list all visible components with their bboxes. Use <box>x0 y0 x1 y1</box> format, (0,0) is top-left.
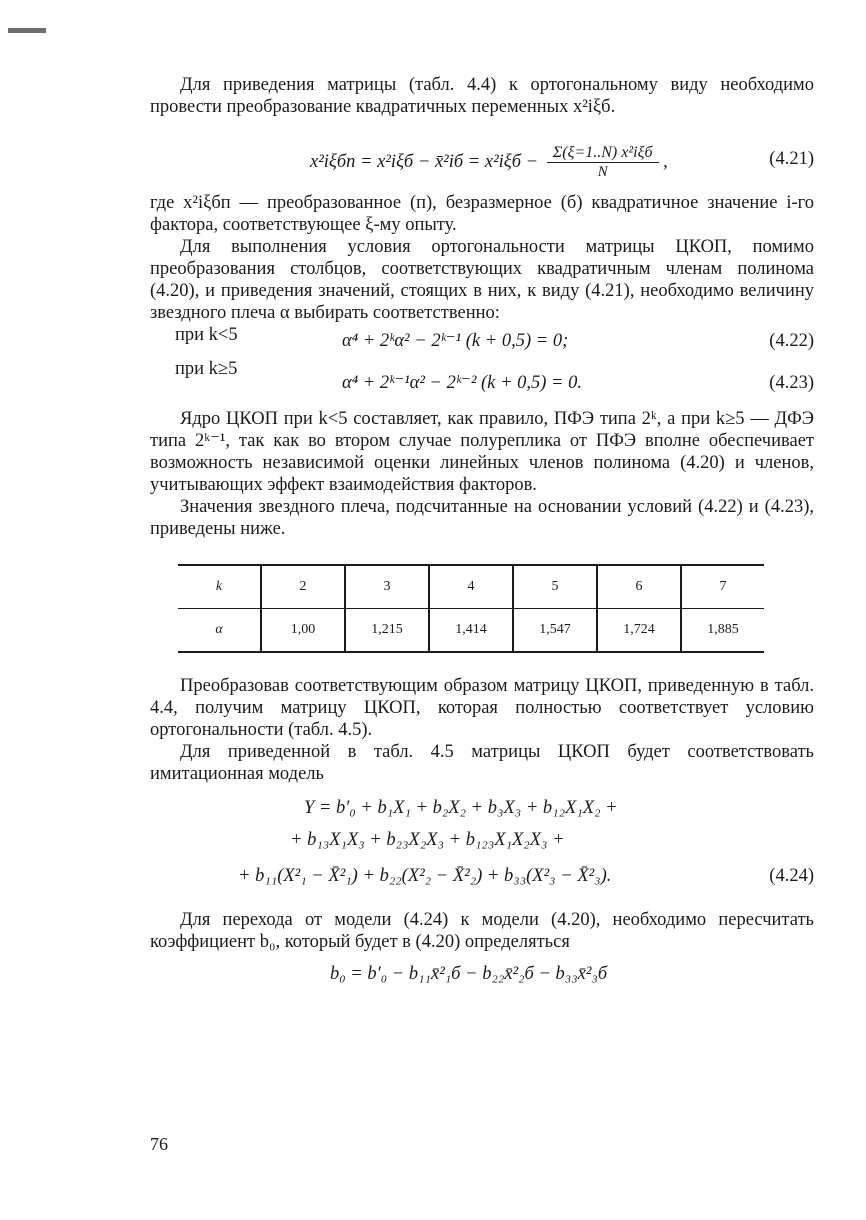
model-line-2: + b₁₃X₁X₃ + b₂₃X₂X₃ + b₁₂₃X₁X₂X₃ + <box>290 830 565 850</box>
page-content <box>150 74 814 985</box>
paragraph-5: Значения звездного плеча, подсчитанные на основании условий (4.22) и (4.23), приведены ниже. <box>150 497 814 539</box>
paragraph-1: Для приведения матрицы (табл. 4.4) к ортогональному виду необходимо провести преобразование квадратичных переменных x²iξб. <box>150 75 814 117</box>
equation-4-21-lhs: x²iξбп = x²iξб − x̄²iб = x²iξб − <box>310 151 539 172</box>
condition-k-ge-5 <box>150 358 814 392</box>
table-cell: 1,00 <box>261 609 345 653</box>
equation-4-21-fraction <box>547 144 659 181</box>
model-line-1: Y = b′₀ + b₁X₁ + b₂X₂ + b₃X₃ + b₁₂X₁X₂ + <box>304 798 618 818</box>
table-cell: 3 <box>345 565 429 609</box>
table-cell: 1,724 <box>597 609 681 653</box>
page-number: 76 <box>150 1134 168 1154</box>
table-row-alpha <box>178 609 764 653</box>
alpha-table <box>178 564 764 653</box>
table-cell: 1,885 <box>681 609 764 653</box>
paragraph-6: Преобразовав соответствующим образом матрицу ЦКОП, приведенную в табл. 4.4, получим матрицу ЦКОП, которая полностью соответствует условию ортогональности (табл. 4.5). <box>150 676 814 740</box>
paragraph-8: Для перехода от модели (4.24) к модели (4.20), необходимо пересчитать коэффициент b₀, который будет в (4.20) определяться <box>150 910 814 952</box>
equation-4-23-number: (4.23) <box>769 373 814 393</box>
paragraph-2: где x²iξбп — преобразованное (п), безразмерное (б) квадратичное значение i-го фактора, соответствующее ξ-му опыту. <box>150 193 814 235</box>
model-line-3: + b₁₁(X²₁ − X̄²₁) + b₂₂(X²₂ − X̄²₂) + b₃₃(X²₃ − X̄²₃). <box>238 866 612 886</box>
table-row-label: k <box>178 565 261 609</box>
table-cell: 1,215 <box>345 609 429 653</box>
condition-2-label: при k≥5 <box>175 359 238 379</box>
table-cell: 4 <box>429 565 513 609</box>
equation-4-24-number: (4.24) <box>769 866 814 886</box>
equation-4-23: α⁴ + 2ᵏ⁻¹α² − 2ᵏ⁻² (k + 0,5) = 0. <box>342 373 583 393</box>
table-cell: 1,414 <box>429 609 513 653</box>
equation-4-21-numerator: Σ(ξ=1..N) x²iξб <box>547 144 659 163</box>
final-equation: b₀ = b′₀ − b₁₁x̄²₁б − b₂₂x̄²₂б − b₃₃x̄²₃б <box>330 964 608 984</box>
table-cell: 7 <box>681 565 764 609</box>
condition-k-less-5 <box>150 324 814 350</box>
equation-4-22: α⁴ + 2ᵏα² − 2ᵏ⁻¹ (k + 0,5) = 0; <box>342 331 569 351</box>
equation-4-24 <box>150 793 814 901</box>
table-row-k <box>178 565 764 609</box>
paragraph-7: Для приведенной в табл. 4.5 матрицы ЦКОП будет соответствовать имитационная модель <box>150 742 814 784</box>
table-cell: 2 <box>261 565 345 609</box>
equation-4-21-number: (4.21) <box>769 149 814 169</box>
scan-edge-mark <box>8 28 46 33</box>
paragraph-3: Для выполнения условия ортогональности матрицы ЦКОП, помимо преобразования столбцов, соответствующих квадратичным членам полинома (4.20), и приведения значений, стоящих в них, к виду (4.21), необходимо величину звездного плеча α выбирать соответственно: <box>150 237 814 323</box>
paragraph-4: Ядро ЦКОП при k<5 составляет, как правило, ПФЭ типа 2ᵏ, а при k≥5 — ДФЭ типа 2ᵏ⁻¹, так как во втором случае полуреплика от ПФЭ вполне обеспечивает возможность независимой оценки линейных членов полинома (4.20) и членов, учитывающих эффект взаимодействия факторов. <box>150 409 814 495</box>
table-row-label: α <box>178 609 261 653</box>
equation-4-21-denominator: N <box>597 164 608 180</box>
table-cell: 1,547 <box>513 609 597 653</box>
table-cell: 5 <box>513 565 597 609</box>
condition-1-label: при k<5 <box>175 325 238 345</box>
table-cell: 6 <box>597 565 681 609</box>
equation-4-22-number: (4.22) <box>769 331 814 351</box>
equation-4-21: x²iξбп = x²iξб − x̄²iб = x²iξб − $\frac{\text{Σ(ξ=1..N) x²iξб}}{N}$ , (4.21) <box>310 144 814 180</box>
